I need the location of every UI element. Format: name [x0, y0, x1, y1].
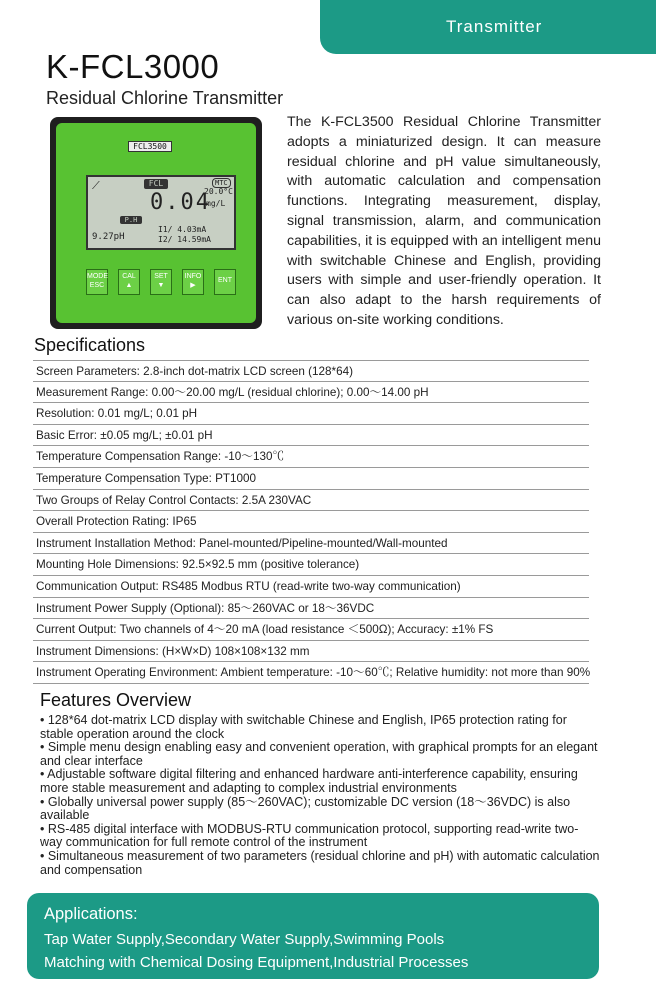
- spec-row: Measurement Range: 0.00～20.00 mg/L (residual chlorine); 0.00～14.00 pH: [33, 382, 589, 404]
- device-key-cal: CAL ▲: [118, 269, 140, 295]
- spec-row: Screen Parameters: 2.8-inch dot-matrix LCD screen (128*64): [33, 360, 589, 382]
- lcd-current-2: I2/ 14.59mA: [158, 235, 211, 244]
- arrow-down-icon: ▼: [157, 282, 165, 289]
- lcd-mtc-badge: MTC: [212, 178, 231, 188]
- applications-line-1: Tap Water Supply,Secondary Water Supply,Swimming Pools: [44, 931, 445, 948]
- list-item: • Simple menu design enabling easy and convenient operation, with graphical prompts for an elegant and clear interface: [40, 740, 598, 768]
- lcd-ph-value: 9.27pH: [92, 232, 125, 242]
- lcd-reading: 0.04: [150, 190, 211, 215]
- device-key-info: INFO ▶: [182, 269, 204, 295]
- spec-row: Communication Output: RS485 Modbus RTU (read-write two-way communication): [33, 576, 589, 598]
- applications-title: Applications:: [44, 905, 138, 923]
- arrow-right-icon: ▶: [190, 282, 196, 289]
- spec-row: Overall Protection Rating: IP65: [33, 511, 589, 533]
- spec-row: Current Output: Two channels of 4～20 mA (load resistance ＜500Ω); Accuracy: ±1% FS: [33, 619, 589, 641]
- lcd-fcl-badge: FCL: [144, 179, 168, 189]
- list-item: • Adjustable software digital filtering and enhanced hardware anti-interference capability, ensuring more stable measurement and adapting to complex industrial environments: [40, 767, 578, 795]
- spec-row: Instrument Power Supply (Optional): 85～260VAC or 18～36VDC: [33, 598, 589, 620]
- product-subtitle: Residual Chlorine Transmitter: [46, 88, 284, 108]
- features-list: [40, 714, 600, 877]
- applications-line-2: Matching with Chemical Dosing Equipment,Industrial Processes: [44, 954, 469, 971]
- applications-panel: [27, 893, 599, 979]
- list-item: • Globally universal power supply (85～260VAC); customizable DC version (18～36VDC) is also available: [40, 794, 571, 823]
- device-lcd: [86, 175, 236, 250]
- device-key-set: SET ▼: [150, 269, 172, 295]
- list-item: • RS-485 digital interface with MODBUS-RTU communication protocol, supporting read-write two-way communication for full remote control of the instrument: [40, 821, 579, 850]
- lcd-current-1: I1/ 4.03mA: [158, 225, 207, 234]
- specifications-table: [33, 360, 589, 684]
- lcd-trend-icon: ⟋: [92, 179, 100, 192]
- list-item: • Simultaneous measurement of two parameters (residual chlorine and pH) with automatic calculation and compensation: [40, 848, 600, 877]
- list-item: • 128*64 dot-matrix LCD display with switchable Chinese and English, IP65 protection rating for stable operation around the clock: [40, 713, 567, 741]
- lcd-unit: mg/L: [206, 199, 226, 208]
- spec-row: Instrument Operating Environment: Ambient temperature: -10～60℃; Relative humidity: not more than 90%: [33, 662, 589, 684]
- spec-row: Temperature Compensation Type: PT1000: [33, 468, 589, 490]
- category-tab: [320, 0, 656, 54]
- device-model-label: FCL3500: [128, 141, 172, 152]
- device-keypad: [86, 269, 236, 295]
- spec-row: Temperature Compensation Range: -10～130℃: [33, 446, 589, 468]
- spec-row: Resolution: 0.01 mg/L; 0.01 pH: [33, 403, 589, 425]
- device-key-mode: MODE ESC: [86, 269, 108, 295]
- lcd-temperature: 20.0°C: [204, 187, 233, 196]
- spec-row: Basic Error: ±0.05 mg/L; ±0.01 pH: [33, 425, 589, 447]
- spec-row: Instrument Installation Method: Panel-mounted/Pipeline-mounted/Wall-mounted: [33, 533, 589, 555]
- category-tab-label: Transmitter: [446, 17, 543, 36]
- arrow-up-icon: ▲: [125, 282, 133, 289]
- features-title: Features Overview: [40, 690, 192, 710]
- device-key-ent: ENT: [214, 269, 236, 295]
- product-intro: The K-FCL3500 Residual Chlorine Transmitter adopts a miniaturized design. It can measure residual chlorine and pH value simultaneously, with automatic calculation and compensation functions. Integrating measurement, display, signal transmission, alarm, and communication capabilities, it is equipped with an intelligent menu with switchable Chinese and English, providing users with simple and user-friendly operation. It can also adapt to the harsh requirements of various on-site working conditions.: [287, 114, 601, 328]
- lcd-ph-badge: P.H: [120, 216, 142, 224]
- product-model: K-FCL3000: [46, 48, 220, 85]
- spec-row: Two Groups of Relay Control Contacts: 2.5A 230VAC: [33, 490, 589, 512]
- spec-row: Instrument Dimensions: (H×W×D) 108×108×132 mm: [33, 641, 589, 663]
- specifications-title: Specifications: [34, 335, 146, 355]
- spec-row: Mounting Hole Dimensions: 92.5×92.5 mm (positive tolerance): [33, 554, 589, 576]
